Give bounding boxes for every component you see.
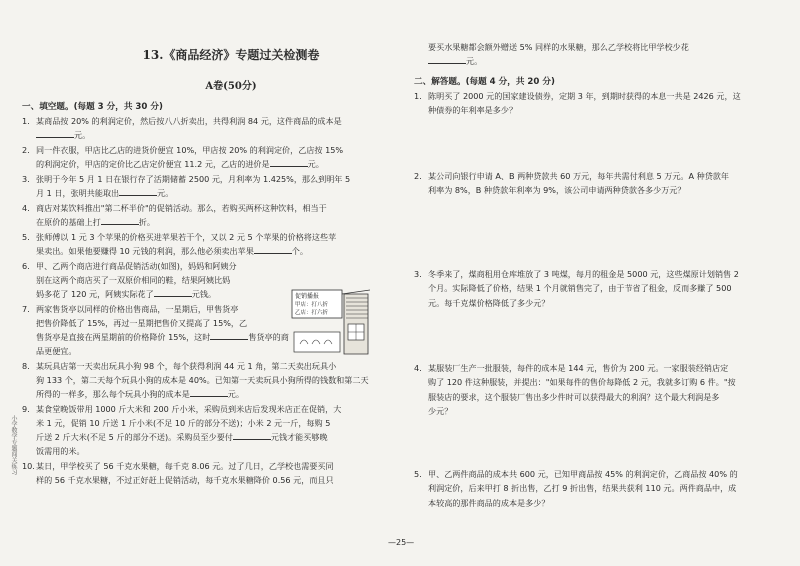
answer-blank[interactable]: [190, 387, 228, 397]
section-fill-heading: 一、填空题。(每题 3 分，共 30 分): [22, 102, 163, 112]
fill-question-8: 8. 某玩具店第一天卖出玩具小狗 98 个，每个获得利润 44 元 1 角，第二天卖出玩具小 狗 133 个，第二天每个玩具小狗的成本是 40%。已知第一天卖玩具小狗所得的钱数和第二天 所得的一样多，那么每个玩具小狗的成本是 元。: [22, 361, 369, 399]
promo-sign-a: 甲店：打八折: [295, 302, 329, 308]
solve-question-2: 2. 某公司向银行申请 A、B 两种贷款共 60 万元，每年共需付利息 5 万元。A 种贷款年 利率为 8%，B 种贷款年利率为 9%，该公司申请两种贷款各多少万元？: [414, 170, 729, 196]
shop-roof: [342, 290, 370, 294]
left-column: [22, 34, 392, 488]
answer-blank[interactable]: [154, 287, 192, 297]
fill-question-10-continued: 要买水果糖都会额外赠送 5% 同样的水果糖，那么乙学校将比甲学校少花 元。: [428, 42, 689, 67]
page-number: —25—: [388, 538, 415, 547]
shop-illustration: [290, 288, 370, 356]
fill-question-5: 5. 张师傅以 1 元 3 个苹果的价格买进苹果若干个，又以 2 元 5 个苹果的价格将这些苹 果卖出。如果他要赚得 10 元钱的利润，那么他必须卖出苹果 个。: [22, 232, 337, 256]
solve-question-3: 3. 冬季来了，煤商租用仓库堆放了 3 吨煤，每月的租金是 5000 元，这些煤原计划销售 2 个月。实际降低了价格，结果 1 个月就销售完了，由于节省了租金，反而多赚了 500 元。每千克煤价格降低了多少元？: [414, 268, 739, 308]
answer-blank[interactable]: [210, 330, 248, 340]
answer-blank[interactable]: [119, 186, 157, 196]
fill-question-4: 4. 商店对某饮料推出"第二杯半价"的促销活动。那么，若购买两杯这种饮料，相当于 在原价的基础上打 折。: [22, 203, 327, 227]
answer-blank[interactable]: [233, 430, 271, 440]
fill-question-10: 10.某日，甲学校买了 56 千克水果糖，每千克 8.06 元。过了几日，乙学校也需要买同 样的 56 千克水果糖，不过正好赶上促销活动，每千克水果糖降价 0.56 元，而且只: [22, 461, 334, 485]
right-column: [414, 34, 792, 510]
solve-question-4: 4. 某服装厂生产一批服装，每件的成本是 144 元，售价为 200 元。一家服装经销店定 购了 120 件这种服装，并提出："如果每件的售价每降低 2 元，我就多订购 6 件。"按 服装店的要求，这个服装厂售出多少件时可以获得最大的利润？这个最大利润是多 少元？: [414, 362, 736, 417]
promo-sign-b: 乙店：打六折: [295, 310, 329, 316]
fill-question-7: 7. 两家售货亭以同样的价格出售商品，一星期后，甲售货亭 把售价降低了 15%，再过一星期把售价又提高了 15%，乙 售货亭是直接在两星期前的价格降价 15%，这时 售货亭的商品更便宜。: [22, 304, 289, 356]
fill-question-3: 3. 张明于今年 5 月 1 日在银行存了活期储蓄 2500 元，月利率为 1.425%，那么到明年 5 月 1 日，张明共能取出 元。: [22, 174, 351, 198]
fill-question-9: 9. 某食堂晚饭带用 1000 斤大米和 200 斤小米，采购员到米店后发现米店正在促销，大 米 1 元，促销 10 斤送 1 斤小米(不足 10 斤的部分不送)；小米 2 元一斤，每购 5 斤送 2 斤大米(不足 5 斤的部分不送)。采购员至少要付 元钱才能买够晚 饭需用的米。: [22, 404, 342, 456]
solve-question-1: 1. 陈明买了 2000 元的国家建设债券，定期 3 年，到期时获得的本息一共是 2426 元，这 种债券的年利率是多少？: [414, 90, 741, 116]
solve-question-5: 5. 甲、乙两件商品的成本共 600 元，已知甲商品按 45% 的利润定价，乙商品按 40% 的 利润定价，后来甲打 8 折出售，乙打 9 折出售，结果共获利 110 元。两件商品中，成 本较高的那件商品的成本是多少？: [414, 468, 738, 508]
fill-question-1: 1. 某商品按 20% 的利润定价，然后按八八折卖出，共得利润 84 元，这件商品的成本是 元。: [22, 116, 342, 140]
page-title: 13.《商品经济》专题过关检测卷: [142, 48, 320, 62]
answer-blank[interactable]: [36, 128, 74, 138]
volume-label: A卷(50分): [205, 81, 257, 92]
answer-blank[interactable]: [270, 157, 308, 167]
answer-blank[interactable]: [101, 215, 139, 225]
fill-question-2: 2. 同一件衣服，甲店比乙店的进货价便宜 10%，甲店按 20% 的利润定价，乙店按 15% 的利润定价，甲店的定价比乙店定价便宜 11.2 元，乙店的进价是 元。: [22, 145, 344, 169]
answer-blank[interactable]: [428, 54, 466, 64]
fill-question-6: 6. 甲、乙两个商店进行商品促销活动(如图)，妈妈和阿姨分 别在这两个商店买了一双原价相同的鞋，结果阿姨比妈 妈多花了 120 元，阿姨实际花了 元钱。: [22, 261, 237, 299]
answer-blank[interactable]: [254, 244, 292, 254]
section-solve-heading: 二、解答题。(每题 4 分，共 20 分): [414, 76, 555, 87]
promo-sign-title: 促销播报: [295, 293, 320, 300]
spine-text: 小学数学专题闯关练习: [10, 415, 17, 475]
